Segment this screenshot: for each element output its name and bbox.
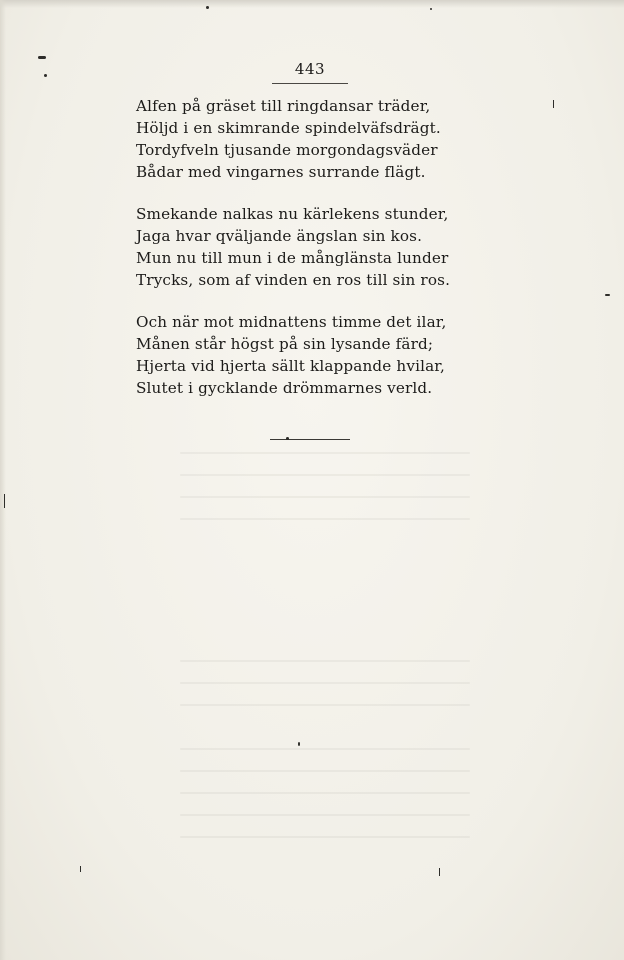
poem-line: Tordyfveln tjusande morgondagsväder [136,141,438,159]
stanza-1 [136,95,496,183]
poem-line: Slutet i gycklande drömmarnes verld. [136,379,433,397]
poem-line: Bådar med vingarnes surrande flägt. [136,163,426,181]
ink-speck [430,8,432,10]
show-through [180,496,470,498]
ink-speck [44,74,47,77]
page-top-edge [0,0,624,8]
ink-speck [38,56,46,59]
page-left-edge [0,0,6,960]
poem-line: Smekande nalkas nu kärlekens stunder, [136,205,449,223]
ink-speck [298,742,300,746]
ink-speck [605,294,610,296]
show-through [180,836,470,838]
show-through [180,682,470,684]
stanza-2 [136,203,496,291]
show-through [180,474,470,476]
poem-line: Jaga hvar qväljande ängslan sin kos. [136,227,423,245]
ink-speck [439,868,440,876]
poem-line: Hjerta vid hjerta sällt klappande hvilar, [136,357,446,375]
show-through [180,704,470,706]
poem-line: Alfen på gräset till ringdansar träder, [136,97,431,115]
show-through [180,660,470,662]
poem-line: Månen står högst på sin lysande färd; [136,335,434,353]
stanza-3 [136,311,496,399]
show-through [180,792,470,794]
show-through [180,452,470,454]
ink-speck [80,866,81,872]
end-rule [270,439,350,440]
poem [136,95,496,419]
show-through [180,518,470,520]
show-through [180,814,470,816]
poem-line: Höljd i en skimrande spindelväfsdrägt. [136,119,441,137]
ink-speck [206,6,209,9]
poem-line: Trycks, som af vinden en ros till sin ros. [136,271,451,289]
poem-line: Och när mot midnattens timme det ilar, [136,313,447,331]
show-through [180,770,470,772]
page-number: 443 [294,60,326,78]
ink-speck [553,100,554,108]
page-number-rule [272,83,348,84]
show-through [180,748,470,750]
ink-speck [4,494,5,508]
poem-line: Mun nu till mun i de månglänsta lunder [136,249,449,267]
end-rule-dot [286,437,289,440]
